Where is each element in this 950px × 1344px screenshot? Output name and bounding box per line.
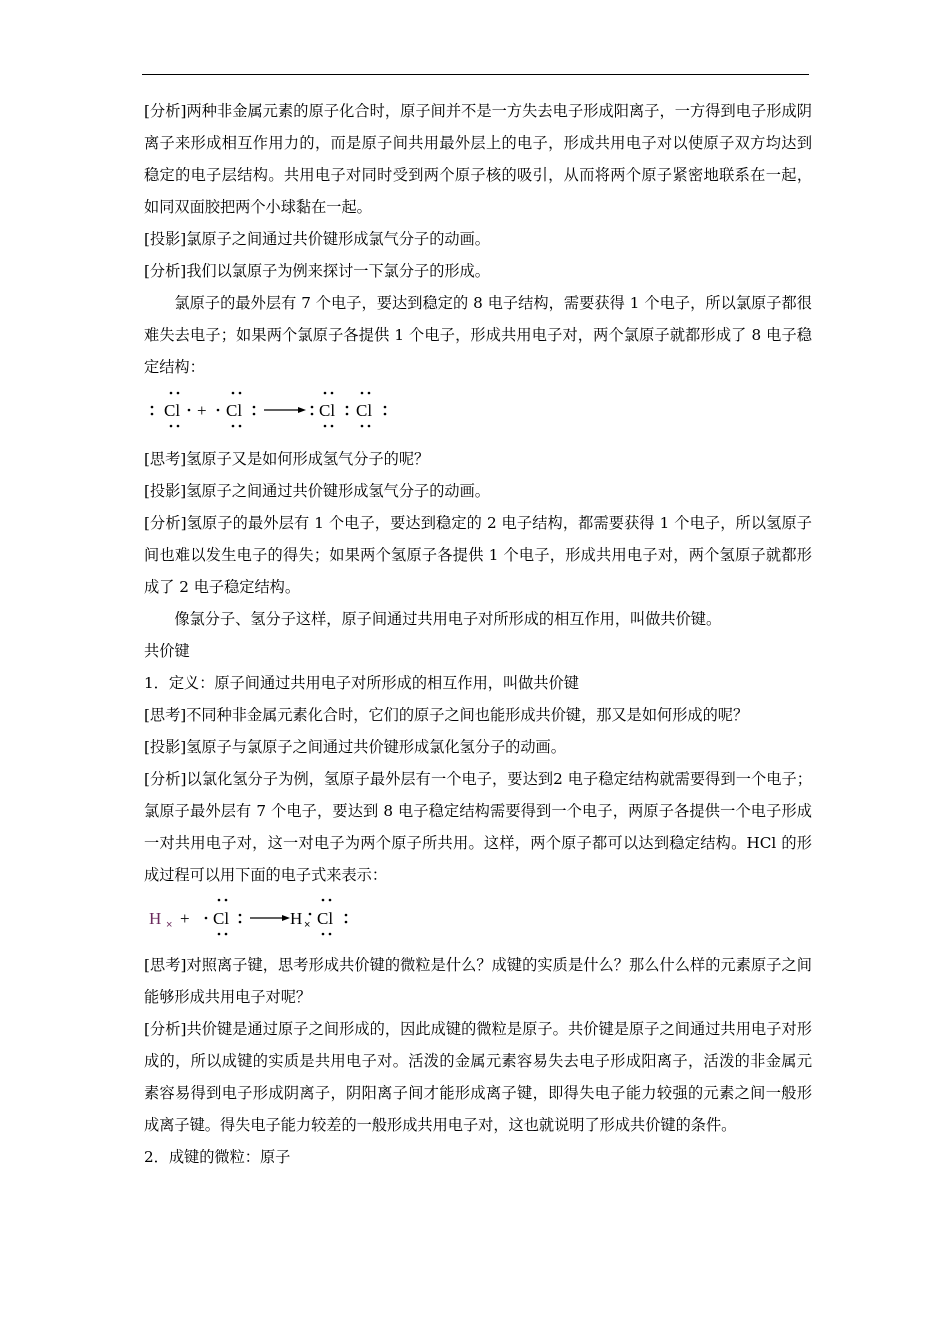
- paragraph-projection-1: [投影]氯原子之间通过共价键形成氯气分子的动画。: [144, 230, 490, 248]
- cl-symbol-6: Cl: [317, 909, 334, 928]
- paragraph-chlorine-explanation: 氯原子的最外层有 7 个电子，要达到稳定的 8 电子结构，需要获得 1 个电子，所以氯原子都很难失去电子；如果两个氯原子各提供 1 个电子，形成共用电子对，两个氯原子就都形成了 8 电子稳定结构：: [144, 294, 812, 376]
- header-rule: [142, 74, 809, 75]
- plus-sign-1: +: [197, 401, 207, 420]
- section-heading-covalent-bond: 共价键: [144, 642, 190, 660]
- cross-electron-2: ×: [304, 919, 311, 931]
- hcl-electron-dot-diagram: [144, 893, 374, 943]
- bonding-particle-item: 2．成键的微粒：原子: [144, 1148, 291, 1166]
- h-symbol-2: H: [290, 909, 303, 928]
- paragraph-analysis-final: [分析]共价键是通过原子之间形成的，因此成键的微粒是原子。共价键是原子之间通过共用电子对形成的，所以成键的实质是共用电子对。活泼的金属元素容易失去电子形成阳离子，活泼的非金属元素容易得到电子形成阴离子，阴阳离子间才能形成离子键，即得失电子能力较强的元素之间一般形成离子键。得失电子能力较差的一般形成共用电子对，这也就说明了形成共价键的条件。: [144, 1020, 812, 1134]
- cl-symbol-3: Cl: [319, 401, 336, 420]
- paragraph-analysis-2: [分析]我们以氯原子为例来探讨一下氯分子的形成。: [144, 262, 490, 280]
- cl2-formation-formula: [144, 387, 812, 435]
- paragraph-think-1: [思考]氢原子又是如何形成氢气分子的呢？: [144, 450, 430, 468]
- paragraph-covalent-summary: 像氯分子、氢分子这样，原子间通过共用电子对所形成的相互作用，叫做共价键。: [174, 610, 722, 628]
- document-body: [144, 95, 812, 1173]
- hcl-formation-formula: [144, 893, 812, 943]
- cl-symbol-4: Cl: [356, 401, 373, 420]
- cl-symbol-2: Cl: [226, 401, 243, 420]
- paragraph-analysis-hcl: [分析]以氯化氢分子为例，氢原子最外层有一个电子，要达到2 电子稳定结构就需要得到一个电子；氯原子最外层有 7 个电子，要达到 8 电子稳定结构需要得到一个电子，两原子各提供一个电子形成一对共用电子对，这一对电子为两个原子所共用。这样，两个原子都可以达到稳定结构。HCl 的形成过程可以用下面的电子式来表示：: [144, 770, 812, 884]
- cl-symbol-5: Cl: [213, 909, 230, 928]
- paragraph-projection-2: [投影]氢原子之间通过共价键形成氢气分子的动画。: [144, 482, 490, 500]
- cross-electron-1: ×: [166, 919, 173, 931]
- plus-sign-2: +: [180, 909, 190, 928]
- definition-item: 1．定义：原子间通过共用电子对所形成的相互作用，叫做共价键: [144, 674, 579, 692]
- cl2-electron-dot-diagram: [144, 387, 404, 435]
- paragraph-analysis-1: [分析]两种非金属元素的原子化合时，原子间并不是一方失去电子形成阳离子，一方得到电子形成阴离子来形成相互作用力的，而是原子间共用最外层上的电子，形成共用电子对以使原子双方均达到稳定的电子层结构。共用电子对同时受到两个原子核的吸引，从而将两个原子紧密地联系在一起，如同双面胶把两个小球黏在一起。: [144, 102, 812, 216]
- paragraph-analysis-hydrogen: [分析]氢原子的最外层有 1 个电子，要达到稳定的 2 电子结构，都需要获得 1 个电子，所以氢原子间也难以发生电子的得失；如果两个氢原子各提供 1 个电子，形成共用电子对，两个氢原子就都形成了 2 电子稳定结构。: [144, 514, 812, 596]
- paragraph-projection-3: [投影]氢原子与氯原子之间通过共价键形成氯化氢分子的动画。: [144, 738, 566, 756]
- cl-symbol-1: Cl: [164, 401, 181, 420]
- h-symbol-1: H: [149, 909, 162, 928]
- paragraph-think-2: [思考]不同种非金属元素化合时，它们的原子之间也能形成共价键，那又是如何形成的呢？: [144, 706, 749, 724]
- paragraph-think-3: [思考]对照离子键，思考形成共价键的微粒是什么？成键的实质是什么？那么什么样的元素原子之间能够形成共用电子对呢？: [144, 956, 812, 1006]
